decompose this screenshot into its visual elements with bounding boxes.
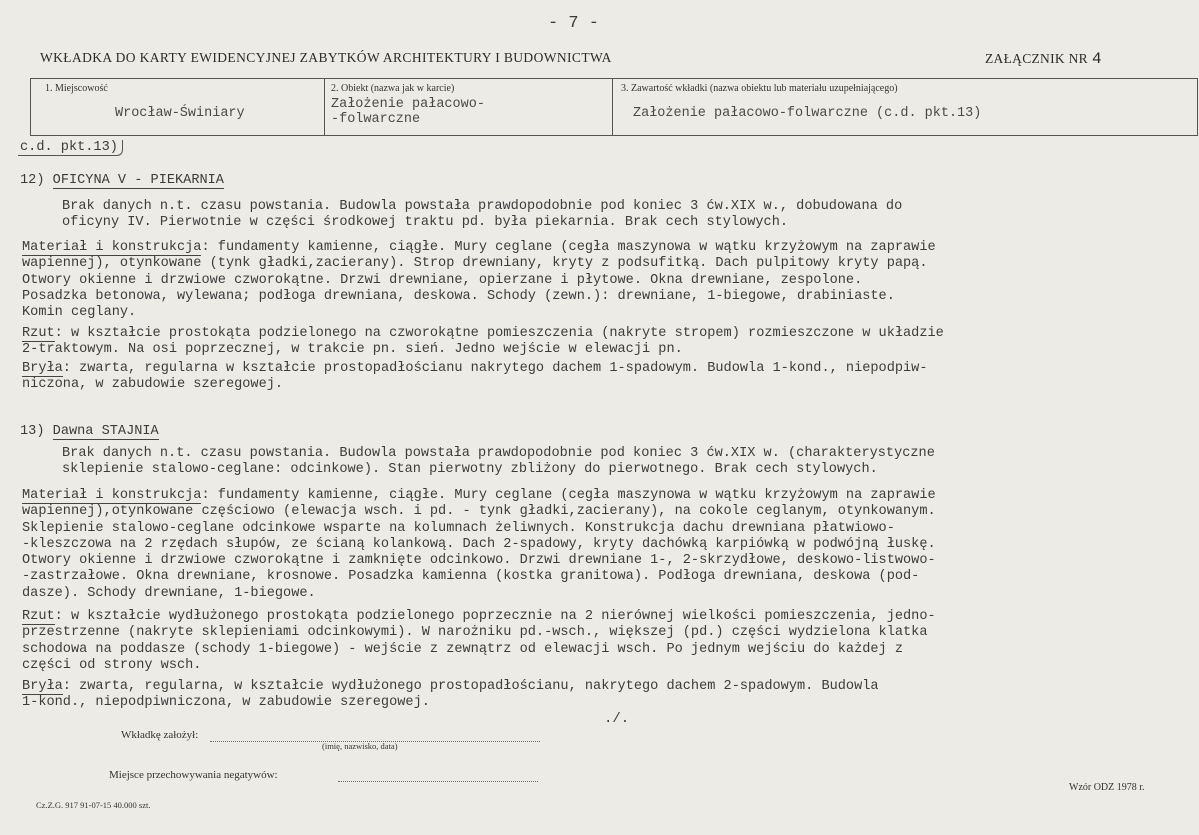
insert-made-by-hint: (imię, nazwisko, data): [322, 741, 398, 751]
header-fields: [30, 78, 1198, 136]
section-12-number: 12): [20, 173, 45, 188]
section-13-plan-text: : w kształcie wydłużonego prostokąta podzielonego poprzecznie na 2 nierównej wielkości pomieszczenia, jedno- przestrzenne (nakryte sklepieniami odcinkowymi). W narożniku pd.-wsch., większej (pd.) części wydzielona klatka schodowa na poddasze (schody 1-biegowe) - wejście z zewnątrz od elewacji wsch. Po jednym wejściu do każdej z części od strony wsch.: [22, 609, 936, 673]
section-13-plan: [22, 609, 936, 674]
section-13-material-label: Materiał i konstrukcja: [22, 488, 202, 503]
field-object-value: Założenie pałacowo- -folwarczne: [331, 97, 485, 127]
section-13-mass: [22, 679, 879, 712]
annex-label: [985, 50, 1102, 68]
section-12-mass-label: Bryła: [22, 361, 63, 376]
field-content-value: Założenie pałacowo-folwarczne (c.d. pkt.13): [633, 106, 982, 121]
section-13-number: 13): [20, 424, 45, 439]
section-12-plan-text: : w kształcie prostokąta podzielonego na czworokątne pomieszczenia (nakryte stropem) rozmieszczone w układzie 2-traktowym. Na osi poprzecznej, w trakcie pn. sień. Jedno wejście w elewacji pn.: [22, 326, 944, 358]
continues-mark: ./.: [604, 711, 630, 727]
field-locality-value: Wrocław-Świniary: [115, 106, 245, 121]
insert-made-by-label: Wkładkę założył:: [121, 729, 199, 741]
section-12-plan: [22, 326, 944, 359]
section-12-plan-label: Rzut: [22, 326, 55, 341]
page-number: - 7 -: [548, 14, 600, 33]
field-content-label: 3. Zawartość wkładki (nazwa obiektu lub materiału uzupełniającego): [621, 83, 898, 94]
section-12-mass-text: : zwarta, regularna w kształcie prostopadłościanu nakrytego dachem 1-spadowym. Budowla 1-kond., niepodpiw- niczona, w zabudowie szeregowej.: [22, 361, 928, 393]
annex-label-text: ZAŁĄCZNIK NR: [985, 51, 1088, 66]
section-12-mass: [22, 361, 928, 394]
annex-number: 4: [1091, 50, 1102, 68]
negatives-place-label: Miejsce przechowywania negatywów:: [109, 769, 278, 781]
field-locality-label: 1. Miejscowość: [45, 83, 108, 94]
section-12-material: [22, 240, 936, 321]
form-model: Wzór ODZ 1978 r.: [1069, 782, 1145, 793]
section-13-mass-text: : zwarta, regularna, w kształcie wydłużonego prostopadłościanu, nakrytego dachem 2-spadowym. Budowla 1-kond., niepodpiwniczona, w zabudowie szeregowej.: [22, 679, 879, 711]
section-12-title: OFICYNA V - PIEKARNIA: [52, 173, 224, 188]
section-13-mass-label: Bryła: [22, 679, 63, 694]
section-13-heading: [20, 424, 159, 439]
section-13-plan-label: Rzut: [22, 609, 55, 624]
negatives-place-line: [338, 781, 538, 782]
section-13-material: [22, 488, 936, 602]
field-object-label: 2. Obiekt (nazwa jak w karcie): [331, 83, 455, 94]
field-object: [325, 79, 613, 135]
section-13-material-text: : fundamenty kamienne, ciągłe. Mury ceglane (cegła maszynowa w wątku krzyżowym na zaprawie wapiennej),otynkowane częściowo (elewacja wsch. i pd. - tynk gładki,zacierany), na cokole ceglanym, otynkowanym. Sklepienie stalowo-ceglane odcinkowe wsparte na kolumnach żeliwnych. Konstrukcja dachu drewniana płatwiowo- -kleszczowa na 2 rzędach słupów, ze ścianą kolankową. Dach 2-spadowy, kryty dachówką karpiówką w podwójną łuskę. Otwory okienne i drzwiowe czworokątne i zamknięte odcinkowo. Drzwi drewniane 1-, 2-skrzydłowe, deskowo-listwowo- -zastrzałowe. Okna drewniane, krosnowe. Posadzka kamienna (kostka granitowa). Podłoga drewniana, deskowa (pod- dasze). Schody drewniane, 1-biegowe.: [22, 488, 936, 601]
field-locality: [31, 79, 325, 135]
section-12-material-text: : fundamenty kamienne, ciągłe. Mury ceglane (cegła maszynowa w wątku krzyżowym na zaprawie wapiennej), otynkowane (tynk gładki,zacierany). Strop drewniany, kryty z podsufitką. Dach pulpitowy kryty papą. Otwory okienne i drzwiowe czworokątne. Drzwi drewniane, opierzane i płytowe. Okna drewniane, zespolone. Posadzka betonowa, wylewana; podłoga drewniana, deskowa. Schody (zewn.): drewniane, 1-biegowe, drabiniaste. Komin ceglany.: [22, 240, 936, 321]
section-12-intro: Brak danych n.t. czasu powstania. Budowla powstała prawdopodobnie pod koniec 3 ćw.XIX w., dobudowana do oficyny IV. Pierwotnie w części środkowej traktu pd. była piekarnia. Brak cech stylowych.: [62, 199, 903, 231]
print-code: Cz.Z.G. 917 91-07-15 40.000 szt.: [36, 800, 151, 810]
section-13-title: Dawna STAJNIA: [52, 424, 159, 439]
section-12-heading: [20, 173, 224, 188]
field-content: [613, 79, 1197, 135]
section-12-material-label: Materiał i konstrukcja: [22, 240, 202, 255]
section-13-intro: Brak danych n.t. czasu powstania. Budowla powstała prawdopodobnie pod koniec 3 ćw.XIX w. (charakterystyczne sklepienie stalowo-ceglane: odcinkowe). Stan pierwotny zbliżony do pierwotnego. Brak cech stylowych.: [62, 446, 935, 478]
form-title: WKŁADKA DO KARTY EWIDENCYJNEJ ZABYTKÓW ARCHITEKTURY I BUDOWNICTWA: [40, 50, 612, 65]
continuation-tag: c.d. pkt.13): [18, 140, 123, 156]
